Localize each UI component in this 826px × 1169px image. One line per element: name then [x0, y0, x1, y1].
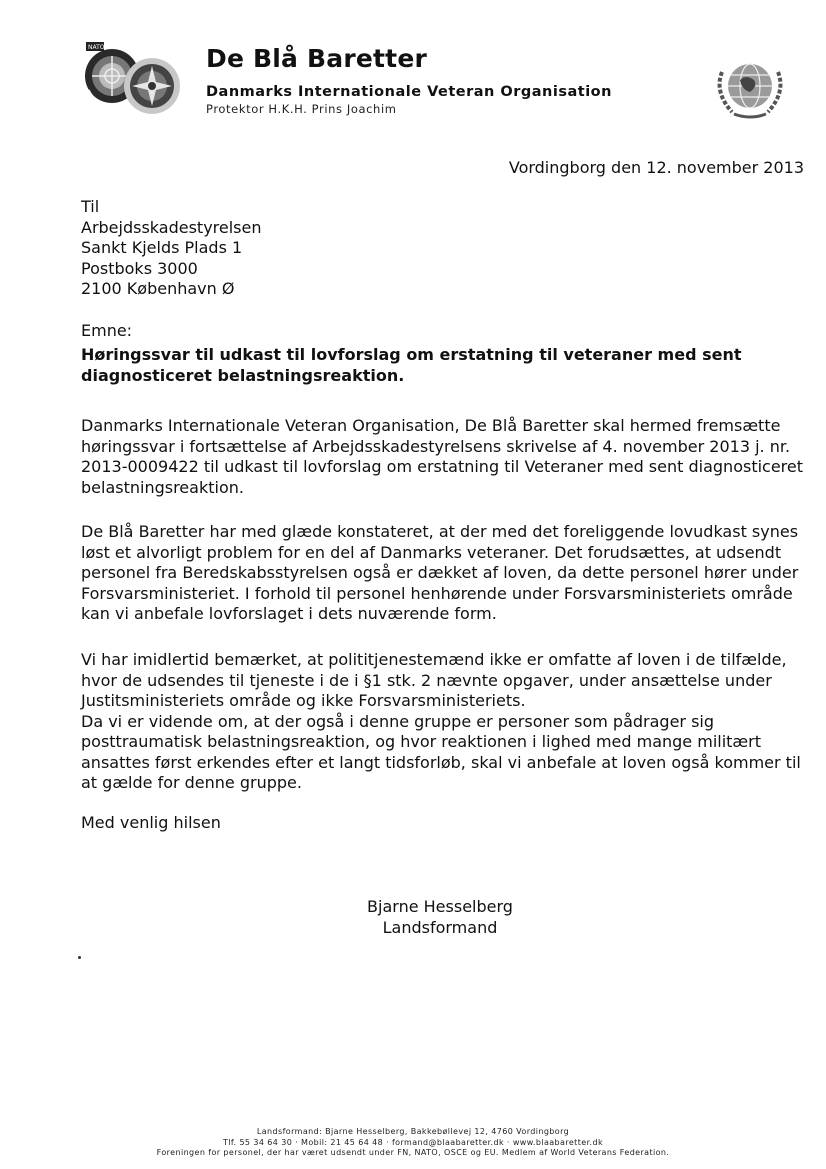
page-footer	[0, 1127, 826, 1159]
signer-name: Bjarne Hesselberg	[367, 897, 513, 916]
world-veterans-globe-icon	[710, 52, 790, 122]
body-paragraph-2: De Blå Baretter har med glæde konstateret, at der med det foreliggende lovudkast synes løst et alvorligt problem for en del af Danmarks veteraner. Det forudsættes, at udsendt personel fra Beredskabsstyrelsen også er dækket af loven, da dette personel hører under Forsvarsministeriet. I forhold til personel henhørende under Forsvarsministeriets område kan vi anbefale lovforslaget i dets nuværende form.	[81, 522, 799, 623]
org-subtitle: Danmarks Internationale Veteran Organisation	[206, 84, 612, 100]
org-protector: Protektor H.K.H. Prins Joachim	[206, 102, 397, 116]
recipient-pobox: Postboks 3000	[81, 258, 198, 278]
body-paragraph-3b: Da vi er vidende om, at der også i denne gruppe er personer som pådrager sig posttraumatisk belastningsreaktion, og hvor reaktionen i lighed med mange militært ansattes først erkendes efter et langt tidsforløb, skal vi anbefale at loven også kommer til at gælde for denne gruppe.	[81, 711, 801, 792]
footer-line-3: Foreningen for personel, der har været udsendt under FN, NATO, OSCE og EU. Medlem af World Veterans Federation.	[156, 1148, 670, 1157]
recipient-street: Sankt Kjelds Plads 1	[81, 238, 243, 257]
body-paragraph-1: Danmarks Internationale Veteran Organisation, De Blå Baretter skal hermed fremsætte høringssvar i fortsættelse af Arbejdsskadestyrelsens skrivelse af 4. november 2013 j. nr. 2013-0009422 til udkast til lovforslag om erstatning til Veteraner med sent diagnosticeret belastningsreaktion.	[81, 416, 804, 497]
recipient-to: Til	[81, 197, 100, 216]
subject-label: Emne:	[81, 321, 133, 340]
closing-greeting: Med venlig hilsen	[81, 813, 221, 832]
footer-line-2: Tlf. 55 34 64 30 · Mobil: 21 45 64 48 · formand@blaabaretter.dk · www.blaabaretter.dk	[223, 1137, 603, 1147]
footer-line-1: Landsformand: Bjarne Hesselberg, Bakkebøllevej 12, 4760 Vordingborg	[256, 1127, 570, 1136]
recipient-address	[81, 197, 262, 300]
signer-title: Landsformand	[382, 917, 498, 937]
recipient-name: Arbejdsskadestyrelsen	[81, 217, 262, 237]
org-name: De Blå Baretter	[206, 44, 428, 73]
body-paragraph-3a: Vi har imidlertid bemærket, at polititjenestemænd ikke er omfatte af loven i de tilfælde, hvor de udsendes til tjeneste i de i §1 stk. 2 nævnte opgaver, under ansættelse under Justitsministeriets område og ikke Forsvarsministeriets.	[81, 650, 787, 710]
recipient-city: 2100 København Ø	[81, 279, 235, 298]
stray-mark	[78, 956, 81, 959]
logo-nato-text: NATO	[88, 44, 105, 51]
subject-title: Høringssvar til udkast til lovforslag om erstatning til veteraner med sent diagnosticeret belastningsreaktion.	[81, 345, 742, 385]
federation-logo	[710, 52, 790, 122]
organization-logo	[82, 40, 192, 118]
letter-date: Vordingborg den 12. november 2013	[508, 158, 804, 177]
body-paragraph-3	[81, 650, 803, 794]
signature-block	[340, 897, 540, 938]
un-nato-emblem-icon	[82, 40, 192, 118]
